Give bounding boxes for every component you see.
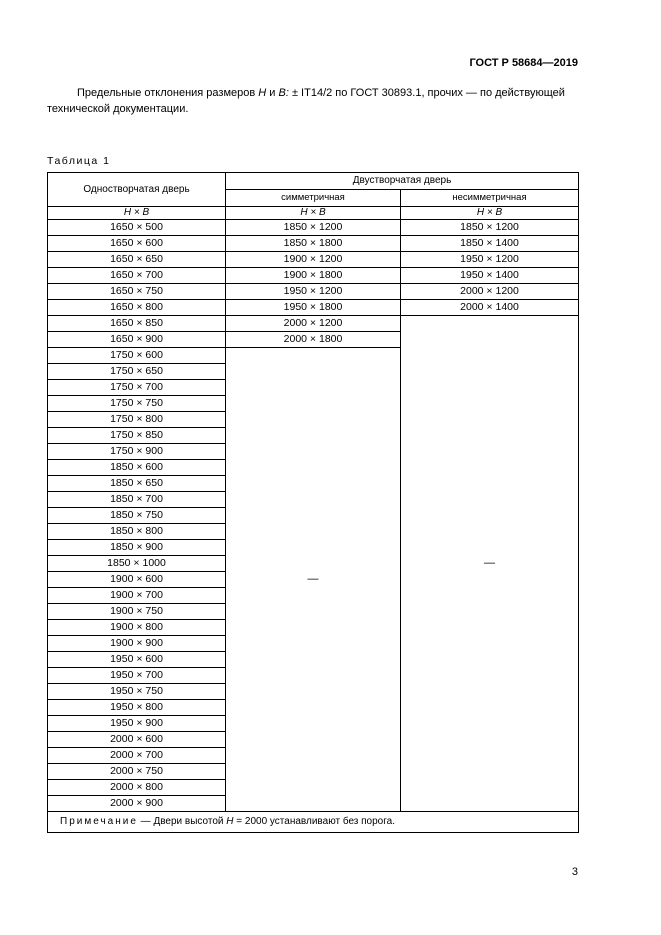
cell-single-door: 2000 × 700 [48, 747, 226, 763]
cell-single-door: 1650 × 600 [48, 235, 226, 251]
cell-single-door: 1650 × 800 [48, 299, 226, 315]
cell-single-door: 1650 × 850 [48, 315, 226, 331]
doc-number: ГОСТ Р 58684—2019 [469, 57, 578, 69]
col-header-asymmetric: несимметричная [401, 189, 579, 206]
note-text-1: — Двери высотой [137, 815, 227, 827]
cell-single-door: 1750 × 800 [48, 411, 226, 427]
cell-symmetric: 1950 × 1200 [226, 283, 401, 299]
cell-single-door: 1850 × 700 [48, 491, 226, 507]
cell-single-door: 1950 × 900 [48, 715, 226, 731]
cell-single-door: 1750 × 850 [48, 427, 226, 443]
cell-single-door: 1850 × 750 [48, 507, 226, 523]
table-note [48, 811, 579, 832]
cell-single-door: 1750 × 750 [48, 395, 226, 411]
cell-single-door: 1750 × 700 [48, 379, 226, 395]
cell-single-door: 1900 × 800 [48, 619, 226, 635]
table-row [48, 219, 579, 235]
cell-single-door: 1650 × 700 [48, 267, 226, 283]
cell-single-door: 1850 × 800 [48, 523, 226, 539]
cell-asymmetric: 1950 × 1200 [401, 251, 579, 267]
paragraph-italic-h: Н [258, 87, 267, 99]
dimensions-table [47, 172, 579, 833]
page-number: 3 [571, 866, 578, 878]
table-row [48, 283, 579, 299]
col-header-hxb-single: Н × В [48, 206, 226, 219]
cell-asymmetric-dash: — [401, 315, 579, 811]
cell-single-door: 1850 × 650 [48, 475, 226, 491]
cell-single-door: 1900 × 900 [48, 635, 226, 651]
cell-single-door: 1900 × 600 [48, 571, 226, 587]
cell-symmetric: 1850 × 1200 [226, 219, 401, 235]
cell-single-door: 1750 × 900 [48, 443, 226, 459]
note-text-2: = 2000 устанавливают без порога. [233, 815, 396, 827]
cell-single-door: 1950 × 750 [48, 683, 226, 699]
cell-single-door: 1750 × 600 [48, 347, 226, 363]
header-row-hxb [48, 206, 579, 219]
cell-single-door: 1850 × 600 [48, 459, 226, 475]
cell-single-door: 2000 × 800 [48, 779, 226, 795]
paragraph-text-2: и [266, 87, 279, 99]
cell-asymmetric: 1850 × 1400 [401, 235, 579, 251]
col-header-hxb-symmetric: Н × В [226, 206, 401, 219]
cell-single-door: 2000 × 900 [48, 795, 226, 811]
col-header-double-door: Двустворчатая дверь [226, 172, 579, 189]
intro-paragraph [47, 86, 578, 118]
cell-symmetric: 2000 × 1800 [226, 331, 401, 347]
cell-symmetric: 1850 × 1800 [226, 235, 401, 251]
cell-symmetric: 1950 × 1800 [226, 299, 401, 315]
cell-single-door: 1900 × 750 [48, 603, 226, 619]
cell-asymmetric: 1950 × 1400 [401, 267, 579, 283]
cell-symmetric-dash: — [226, 347, 401, 811]
cell-single-door: 1750 × 650 [48, 363, 226, 379]
table-footer [48, 811, 579, 832]
cell-single-door: 1950 × 600 [48, 651, 226, 667]
note-italic-h: Н [226, 815, 234, 827]
table-row [48, 235, 579, 251]
paragraph-text-1: Предельные отклонения размеров [77, 87, 259, 99]
table-label: Таблица 1 [47, 154, 111, 167]
table-body [48, 219, 579, 811]
cell-single-door: 1650 × 900 [48, 331, 226, 347]
cell-single-door: 2000 × 750 [48, 763, 226, 779]
cell-asymmetric: 1850 × 1200 [401, 219, 579, 235]
cell-single-door: 1900 × 700 [48, 587, 226, 603]
cell-single-door: 1850 × 1000 [48, 555, 226, 571]
cell-symmetric: 1900 × 1200 [226, 251, 401, 267]
table-row [48, 299, 579, 315]
table-row [48, 315, 579, 331]
cell-single-door: 1850 × 900 [48, 539, 226, 555]
cell-single-door: 1650 × 750 [48, 283, 226, 299]
note-label: Примечание [60, 815, 138, 827]
cell-single-door: 1950 × 800 [48, 699, 226, 715]
cell-symmetric: 2000 × 1200 [226, 315, 401, 331]
cell-single-door: 1650 × 500 [48, 219, 226, 235]
note-row [48, 811, 579, 832]
cell-single-door: 1650 × 650 [48, 251, 226, 267]
col-header-single-door: Одностворчатая дверь [48, 172, 226, 206]
paragraph-italic-b: В: [278, 87, 289, 99]
cell-single-door: 1950 × 700 [48, 667, 226, 683]
cell-asymmetric: 2000 × 1200 [401, 283, 579, 299]
cell-asymmetric: 2000 × 1400 [401, 299, 579, 315]
table-row [48, 251, 579, 267]
cell-symmetric: 1900 × 1800 [226, 267, 401, 283]
table-row [48, 267, 579, 283]
header-row-groups [48, 172, 579, 189]
col-header-hxb-asymmetric: Н × В [401, 206, 579, 219]
cell-single-door: 2000 × 600 [48, 731, 226, 747]
col-header-symmetric: симметричная [226, 189, 401, 206]
table-header [48, 172, 579, 219]
paragraph-text-3: ± IT14/2 по ГОСТ 30893.1, прочих — по действующей технической документации. [47, 87, 565, 115]
